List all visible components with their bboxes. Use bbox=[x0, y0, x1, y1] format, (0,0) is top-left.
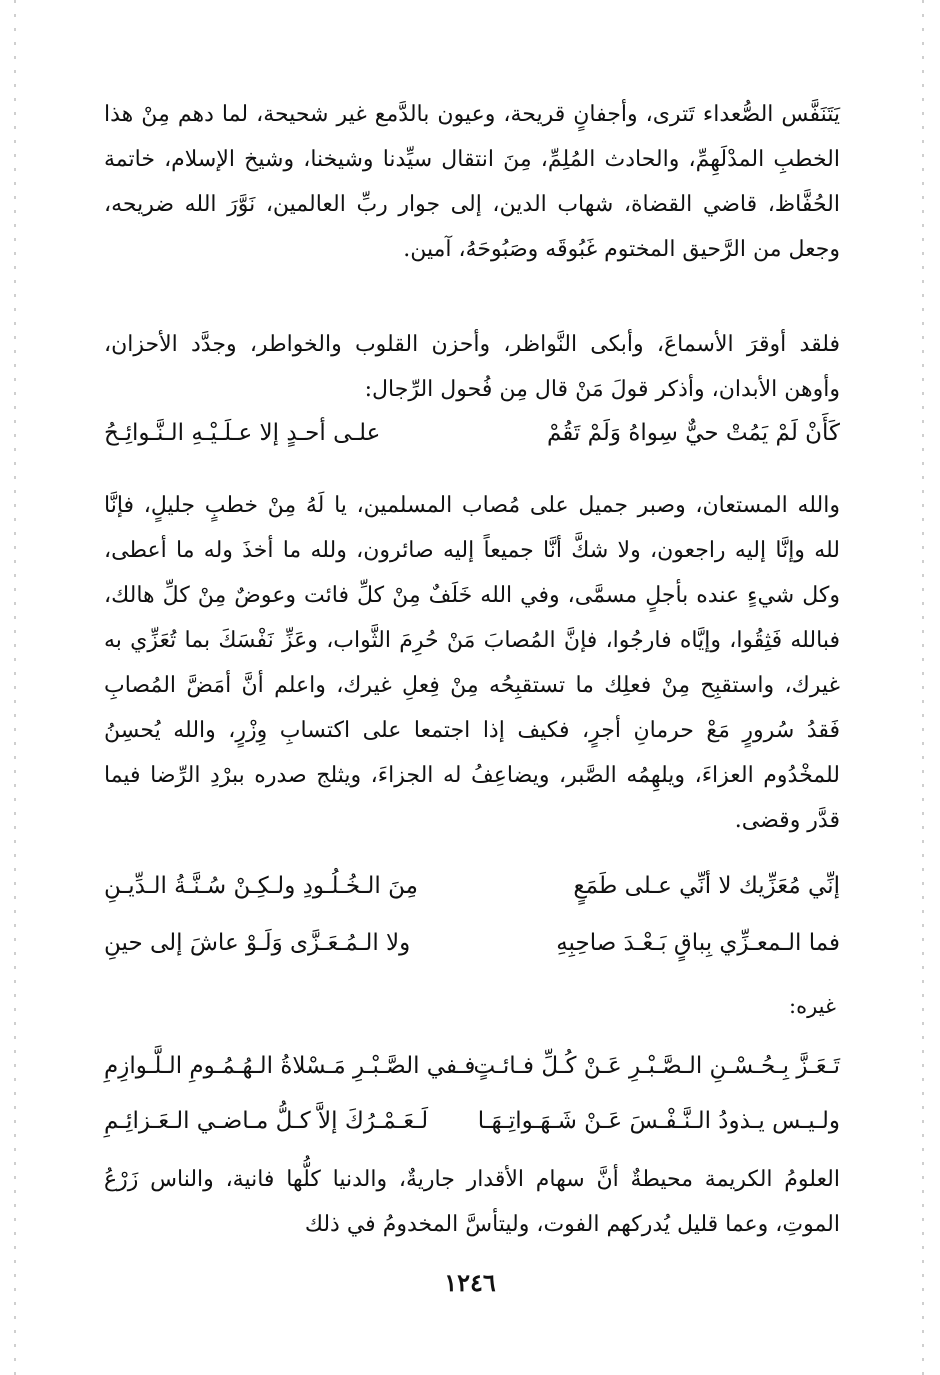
verse-5-second-hemistich: لَـعَـمْـرُكَ إلاَّ كـلُّ مـاضـي الـعَـزائِـمِ bbox=[104, 1108, 429, 1134]
verse-4-first-hemistich: تَـعَـزَّ بِـحُـسْـنِ الـصَّـبْـرِ عَـنْ كُـلِّ فـائـتٍ bbox=[473, 1053, 840, 1079]
verse-1-second-hemistich: علـى أحـدٍ إلا عـلَـيْـهِ الـنَّـوائِـحُ bbox=[104, 420, 381, 446]
verse-4-second-hemistich: فـفي الصَّـبْـرِ مَـسْلاةُ الـهُـمُـومِ الـلَّـوازِمِ bbox=[104, 1053, 476, 1079]
paragraph-2: فلقد أوقرَ الأسماعَ، وأبكى النَّواظر، وأحزن القلوب والخواطر، وجدَّد الأحزان، وأوهن الأبدان، وأذكر قولَ مَنْ قال مِن فُحول الرِّجال: bbox=[104, 332, 840, 402]
verse-5-first-hemistich: ولـيـس يـذودُ الـنَّـفْـسَ عَـنْ شَـهَـواتِـهَـا bbox=[477, 1108, 840, 1134]
verse-3-second-hemistich: ولا الـمُـعَـزَّى وَلَـوْ عاشَ إلى حينِ bbox=[104, 930, 411, 956]
verse-line-2 bbox=[104, 873, 840, 917]
verse-1-first-hemistich: كَأَنْ لَمْ يَمُتْ حيٌّ سِواهُ وَلَمْ تَقُمْ bbox=[546, 420, 840, 446]
scan-margin-left bbox=[14, 0, 16, 1375]
verse-2-first-hemistich: إنِّي مُعَزِّيك لا أنِّي عـلى طَمَعٍ bbox=[573, 873, 840, 899]
verse-line-1 bbox=[104, 420, 840, 464]
scan-margin-right bbox=[922, 0, 924, 1375]
verse-line-5 bbox=[104, 1108, 840, 1152]
verse-2-second-hemistich: مِنَ الـخُـلُـودِ ولـكِـنْ سُـنَّـةُ الـدِّيـنِ bbox=[104, 873, 418, 899]
verse-3-first-hemistich: فما الـمعـزِّي ﺑِﺒﺎقٍ بَـعْـدَ صاحِبِهِ bbox=[556, 930, 840, 956]
verse-line-4 bbox=[104, 1053, 840, 1097]
page-number: ١٢٤٦ bbox=[444, 1268, 496, 1297]
paragraph-1: يَتَنَفَّس الصُّعداء تَترى، وأجفانٍ قريحة، وعيون بالدَّمع غير شحيحة، لما دهم مِنْ هذا الخطبِ المدْلَهِمِّ، والحادث المُلِمِّ، مِنَ انتقال سيِّدنا وشيخنا، وشيخ الإسلام، خاتمة الحُفَّاظ، قاضي القضاة، شهاب الدين، إلى جوار ربِّ العالمين، نَوَّرَ الله ضريحه، وجعل من الرَّحيق المختوم غَبُوقَه وصَبُوحَهُ، آمين. bbox=[104, 102, 840, 262]
verse-line-3 bbox=[104, 930, 840, 974]
paragraph-3: والله المستعان، وصبر جميل على مُصاب المسلمين، يا لَهُ مِنْ خطبٍ جليلٍ، فإنَّا لله وإنَّا إليه راجعون، ولا شكَّ أنَّا جميعاً إليه صائرون، ولله ما أخذَ وله ما أعطى، وكل شيءٍ عنده بأجلٍ مسمَّى، وفي الله خَلَفٌ مِنْ كلِّ فائت وعوضٌ مِنْ كلِّ هالك، فبالله فَثِقُوا، وإيَّاه فارجُوا، فإنَّ المُصابَ مَنْ حُرِمَ الثَّواب، وعَزِّ نَفْسَكَ بما تُعَزِّي به غيرك، واستقبِح مِنْ فعلِك ما تستقبِحُه مِنْ فِعلِ غيرك، واعلم أنَّ أمَضَّ المُصابِ فَقدُ سُرورٍ مَعْ حرمانِ أجرٍ، فكيف إذا اجتمعا على اكتسابِ وِزْرٍ، والله يُحسِنُ للمخْدُوم العزاءَ، ويلهِمُه الصَّبر، ويضاعِفُ له الجزاءَ، ويثلج صدره ببرْدِ الرِّضا فيما قدَّر وقضى. bbox=[104, 493, 840, 833]
paragraph-4: العلومُ الكريمة محيطةٌ أنَّ سهام الأقدار جاريةٌ، والدنيا كلُّها فانية، والناس زَرْعُ الموتِ، وعما قليل يُدركهم الفوت، وليتأسَّ المخدومُ في ذلك bbox=[104, 1167, 840, 1237]
attribution-label: غيره: bbox=[789, 994, 836, 1018]
